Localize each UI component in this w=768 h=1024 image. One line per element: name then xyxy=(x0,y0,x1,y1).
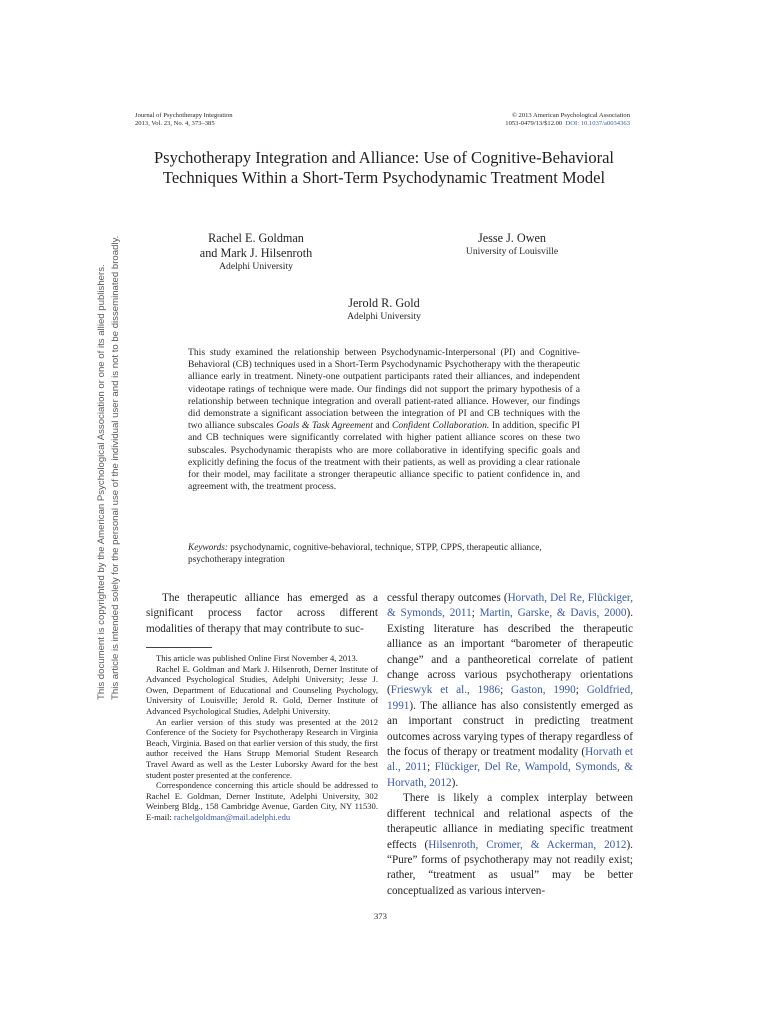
citation-link[interactable]: Frieswyk et al., 1986 xyxy=(390,684,501,697)
body-column-left xyxy=(146,591,378,637)
abstract xyxy=(188,347,580,493)
footnote: Rachel E. Goldman and Mark J. Hilsenroth, Derner Institute of Advanced Psychological Studies, Adelphi University; Jesse J. Owen, Department of Educational and Counseling Psychology, University of Louisville; Jerold R. Gold, Derner Institute of Advanced Psychological Studies, Adelphi University. xyxy=(146,663,378,716)
abstract-text: This study examined the relationship between Psychodynamic-Interpersonal (PI) and Cognitive-Behavioral (CB) techniques used in a Short-Term Psychodynamic Psychotherapy with the therapeutic alliance early in treatment. Ninety-one outpatient participants rated their alliances, and independent videotape ratings of technique were made. Our findings did not support the primary hypothesis of a relationship between technique integration and overall patient-rated alliance. However, our findings did demonstrate a significant association between the integration of PI and CB techniques with the two alliance subscales xyxy=(188,347,580,432)
author-name: Jerold R. Gold xyxy=(348,296,420,310)
keywords-text: psychodynamic, cognitive-behavioral, technique, STPP, CPPS, therapeutic alliance, psychotherapy integration xyxy=(188,543,542,566)
body-paragraph xyxy=(387,591,633,791)
citation-link[interactable]: Horvath et al., 2011 xyxy=(387,746,634,774)
author-affiliation: Adelphi University xyxy=(219,261,293,272)
abstract-text: and xyxy=(372,420,393,432)
email-link[interactable]: rachelgoldman@mail.adelphi.edu xyxy=(173,811,291,822)
abstract-subscale-1: Goals & Task Agreement xyxy=(276,420,373,432)
body-text: ). Existing literature has described the therapeutic alliance as an important “barometer of therapeutic change” and a pantheoretical correlate of patient change across various psychotherapy orientations ( xyxy=(387,607,634,697)
body-text: There is likely a complex interplay between different technical and relational aspects of the therapeutic alliance in mediating specific treatment effects ( xyxy=(387,792,633,851)
body-text: ; xyxy=(575,684,587,697)
footnote: This article was published Online First November 4, 2013. xyxy=(156,653,358,663)
body-text: ; xyxy=(500,684,512,697)
author-name: and Mark J. Hilsenroth xyxy=(199,246,313,260)
citation-link[interactable]: Gaston, 1990 xyxy=(511,684,576,697)
author-name: Jesse J. Owen xyxy=(477,231,547,245)
footnote xyxy=(146,780,378,822)
footnote: An earlier version of this study was presented at the 2012 Conference of the Society for Psychotherapy Research in Virginia Beach, Virginia. Based on that earlier version of this study, the first author received the Hans Strupp Memorial Student Research Travel Award as well as the Lester Luborsky Award for the best student poster presented at the conference. xyxy=(146,716,378,780)
doi-link[interactable]: DOI: 10.1037/a0034363 xyxy=(565,120,630,127)
footnote-text: Correspondence concerning this article should be addressed to Rachel E. Goldman, Derner Institute, Adelphi University, 302 Weinberg Bldg., 158 Cambridge Avenue, Garden City, NY 11530. E-mail: xyxy=(146,780,378,822)
author-group-3 xyxy=(284,296,484,323)
copyright-notice: © 2013 American Psychological Association xyxy=(511,112,630,119)
copyright-header xyxy=(505,112,630,128)
side-notice-line: This article is intended solely for the personal use of the individual user and is not to be disseminated broadly. xyxy=(110,235,121,700)
journal-citation: 2013, Vol. 23, No. 4, 373–385 xyxy=(135,120,215,127)
body-column-right xyxy=(387,591,633,899)
author-affiliation: Adelphi University xyxy=(347,311,421,322)
journal-name: Journal of Psychotherapy Integration xyxy=(135,112,233,119)
author-name: Rachel E. Goldman xyxy=(208,231,304,245)
body-text: ). “Pure” forms of psychotherapy may not readily exist; rather, “treatment as usual” may be better conceptualized as various interven- xyxy=(387,838,633,897)
citation-link[interactable]: Martin, Garske, & Davis, 2000 xyxy=(479,607,627,620)
issn-doi-line xyxy=(505,120,630,128)
citation-link[interactable]: Flückiger, Del Re, Wampold, Symonds, & Horvath, 2012 xyxy=(387,761,633,789)
side-notice-line: This document is copyrighted by the American Psychological Association or one of its allied publishers. xyxy=(96,264,107,700)
footnotes xyxy=(146,653,378,823)
body-paragraph: The therapeutic alliance has emerged as a significant process factor across different modalities of therapy that may contribute to suc- xyxy=(146,592,378,635)
body-text: ). xyxy=(451,776,459,789)
journal-header xyxy=(135,112,233,128)
citation-link[interactable]: Hilsenroth, Cromer, & Ackerman, 2012 xyxy=(428,838,627,851)
copyright-side-notice xyxy=(95,235,123,700)
author-group-1 xyxy=(160,231,352,273)
body-paragraph xyxy=(387,791,633,899)
author-group-2 xyxy=(432,231,592,258)
issn: 1053-0479/13/$12.00 xyxy=(505,120,563,127)
abstract-subscale-2: Confident Collaboration. xyxy=(392,420,490,432)
citation-link[interactable]: Goldfried, 1991 xyxy=(387,684,634,712)
page-number: 373 xyxy=(374,911,387,921)
abstract-text: In addition, specific PI and CB techniques were significantly correlated with higher patient alliance scores on these two subscales. Psychodynamic therapists who are more collaborative in identifying specific goals and explicitly defining the focus of the treatment with their patients, as well as providing a clear rationale for their model, may facilitate a stronger therapeutic alliance specific to patient confidence in, and agreement with, the treatment process. xyxy=(188,420,580,493)
body-text: cessful therapy outcomes ( xyxy=(387,592,508,604)
author-affiliation: University of Louisville xyxy=(465,246,559,257)
body-text: ; xyxy=(427,761,435,774)
body-text: ; xyxy=(471,607,480,620)
citation-link[interactable]: Horvath, Del Re, Flückiger, & Symonds, 2011 xyxy=(387,592,633,620)
keywords-label: Keywords: xyxy=(188,543,228,553)
body-text: ). The alliance has also consistently emerged as an important construct in predicting treatment outcomes across varying types of therapy regardless of the focus of therapy or treatment modality ( xyxy=(387,699,633,759)
footnote-divider xyxy=(146,647,212,648)
keywords xyxy=(188,542,580,566)
article-title: Psychotherapy Integration and Alliance: Use of Cognitive-Behavioral Techniques Within a Short-Term Psychodynamic Treatment Model xyxy=(153,148,615,187)
